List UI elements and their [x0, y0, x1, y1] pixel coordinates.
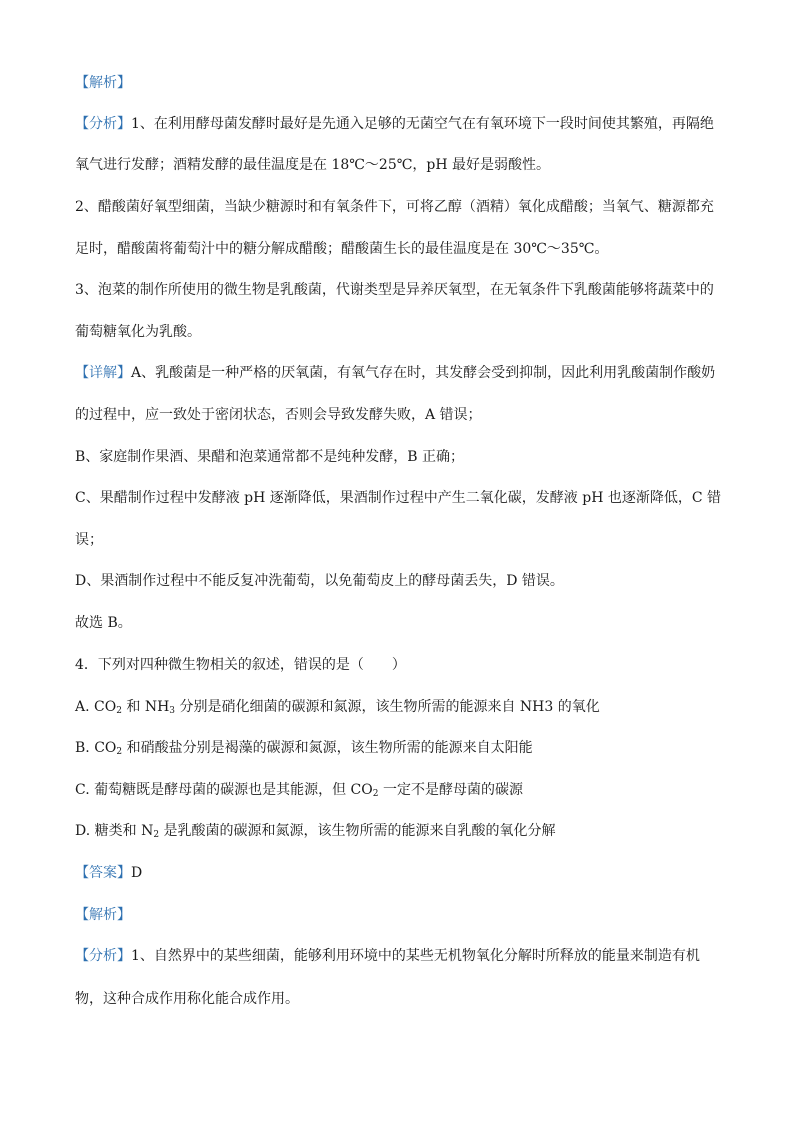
paragraph-line: 的过程中，应一致处于密闭状态，否则会导致发酵失败，A 错误； [75, 407, 482, 423]
analysis-tag: 【分析】 [75, 948, 131, 964]
paragraph-line: 氧气进行发酵；酒精发酵的最佳温度是在 18℃～25℃，pH 最好是弱酸性。 [75, 157, 551, 173]
question-stem: 4．下列对四种微生物相关的叙述，错误的是（ ） [75, 657, 406, 673]
answer-tag: 【答案】 [75, 865, 131, 881]
answer-value: D [131, 865, 143, 881]
detail-tag: 【详解】 [75, 365, 131, 381]
analysis-heading: 【解析】 [75, 907, 131, 923]
paragraph-line: D、果酒制作过程中不能反复冲洗葡萄，以免葡萄皮上的酵母菌丢失，D 错误。 [75, 573, 564, 589]
option-c: C. 葡萄糖既是酵母菌的碳源也是其能源，但 $CO_2$ 一定不是酵母菌的碳源 [75, 782, 523, 799]
paragraph-line: 【详解】A、乳酸菌是一种严格的厌氧菌，有氧气存在时，其发酵会受到抑制，因此利用乳酸菌制作酸奶 [75, 365, 716, 381]
analysis-heading: 【解析】 [75, 75, 131, 91]
paragraph-line: 故选 B。 [75, 615, 132, 631]
paragraph-line: 【分析】1、自然界中的某些细菌，能够利用环境中的某些无机物氧化分解时所释放的能量来制造有机 [75, 948, 700, 964]
paragraph-line: 足时，醋酸菌将葡萄汁中的糖分解成醋酸；醋酸菌生长的最佳温度是在 30℃～35℃。 [75, 241, 609, 257]
option-d: D. 糖类和 $N_2$ 是乳酸菌的碳源和氮源，该生物所需的能源来自乳酸的氧化分解 [75, 823, 556, 840]
option-a: A. $CO_2$ 和 $NH_3$ 分别是硝化细菌的碳源和氮源，该生物所需的能源来自 NH3 的氧化 [75, 699, 600, 716]
paragraph-line: 葡萄糖氧化为乳酸。 [75, 324, 201, 340]
paragraph-line: 【分析】1、在利用酵母菌发酵时最好是先通入足够的无菌空气在有氧环境下一段时间使其繁殖，再隔绝 [75, 116, 714, 132]
analysis-tag: 【分析】 [75, 116, 131, 132]
paragraph-line: 物，这种合成作用称化能合成作用。 [75, 991, 299, 1007]
answer-line [75, 863, 725, 883]
paragraph-line: B、家庭制作果酒、果醋和泡菜通常都不是纯种发酵，B 正确； [75, 449, 465, 465]
option-b: B. $CO_2$ 和硝酸盐分别是褐藻的碳源和氮源，该生物所需的能源来自太阳能 [75, 740, 533, 757]
paragraph-line: 3、泡菜的制作所使用的微生物是乳酸菌，代谢类型是异养厌氧型，在无氧条件下乳酸菌能够将蔬菜中的 [75, 282, 714, 298]
paragraph-line: 误； [75, 532, 103, 548]
paragraph-line: 2、醋酸菌好氧型细菌，当缺少糖源时和有氧条件下，可将乙醇（酒精）氧化成醋酸；当氧气、糖源都充 [75, 199, 714, 215]
paragraph-line: C、果醋制作过程中发酵液 pH 逐渐降低，果酒制作过程中产生二氧化碳，发酵液 pH 也逐渐降低，C 错 [75, 490, 722, 506]
